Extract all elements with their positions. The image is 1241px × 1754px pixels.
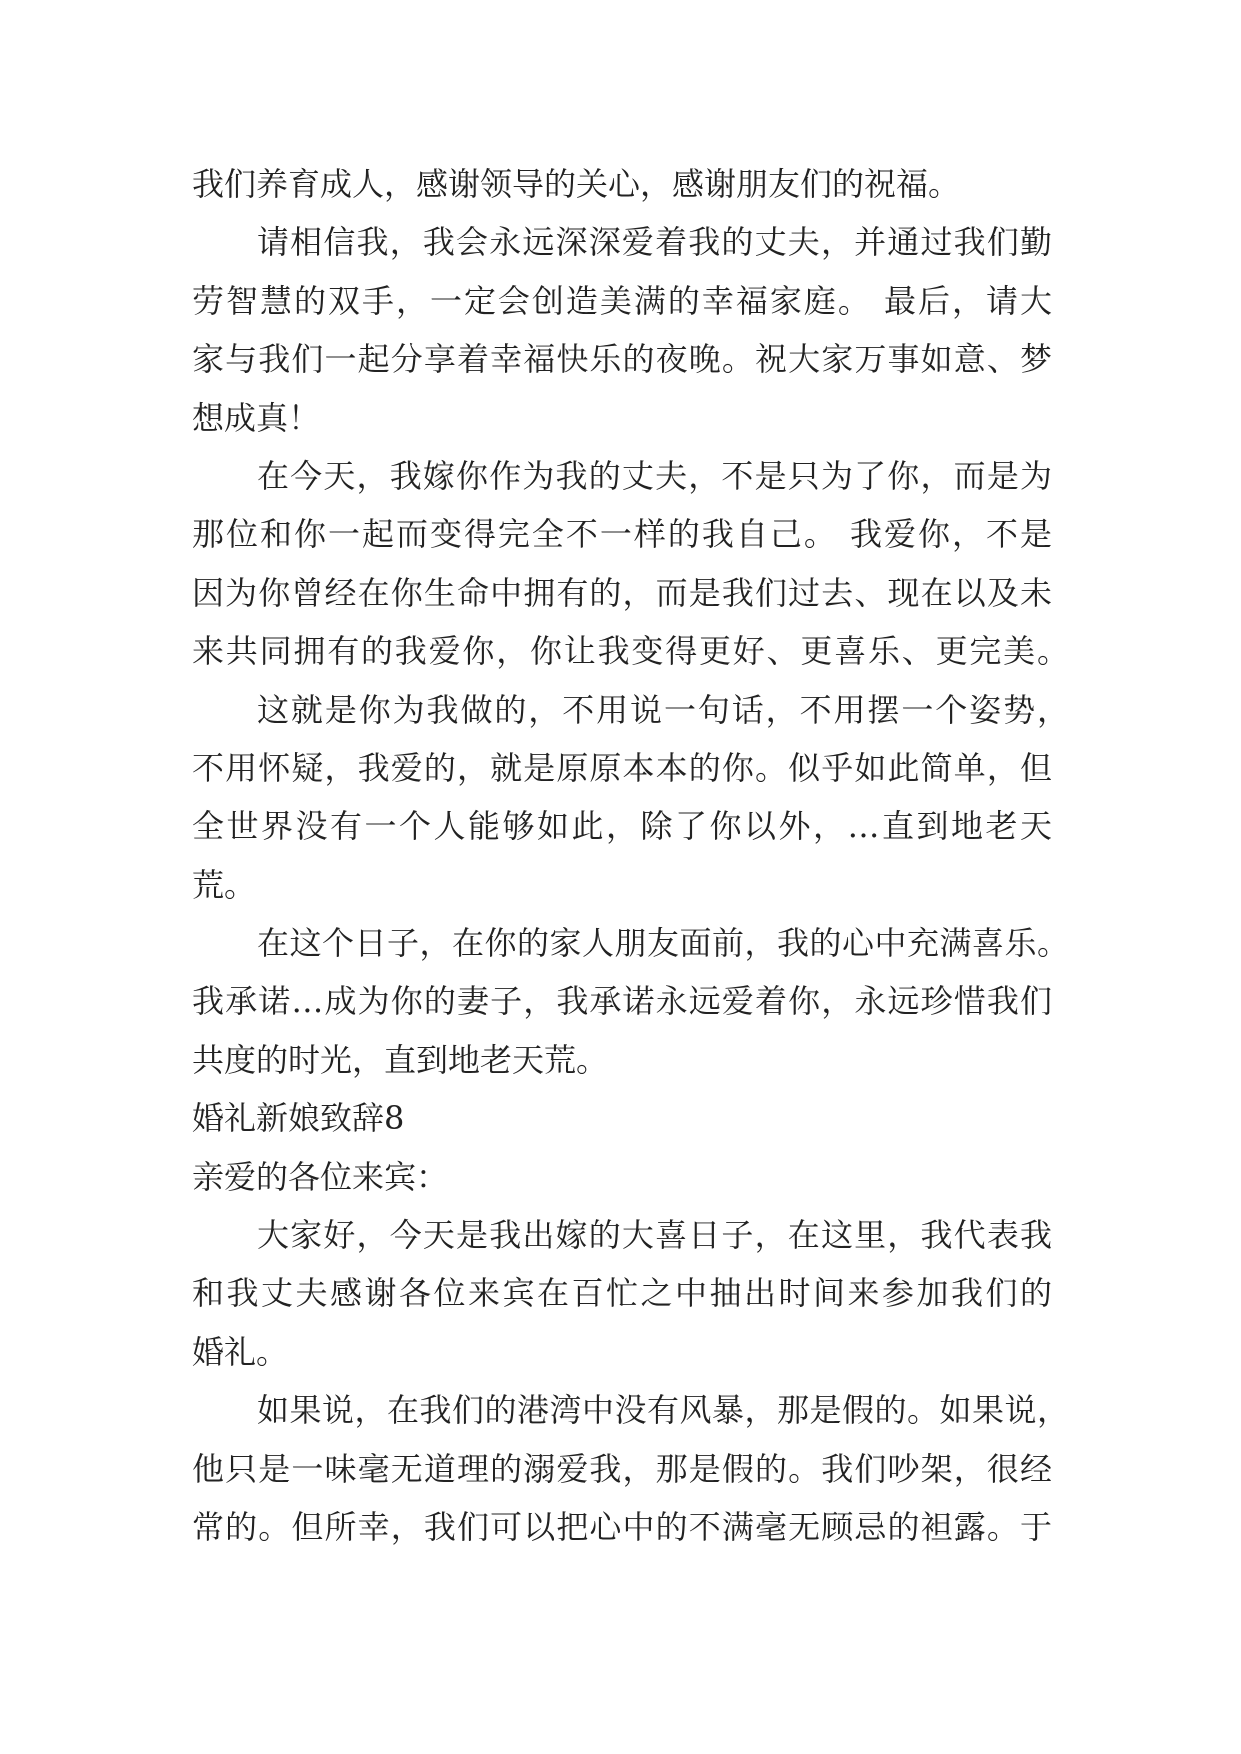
text-line: 共度的时光，直到地老天荒。 bbox=[192, 1040, 609, 1079]
text-line: 这就是你为我做的，不用说一句话，不用摆一个姿势， bbox=[257, 690, 1069, 729]
paragraph bbox=[192, 681, 1072, 915]
text-line: 不用怀疑，我爱的，就是原原本本的你。似乎如此简单，但 bbox=[192, 748, 1052, 787]
text-line: 想成真！ bbox=[192, 398, 321, 437]
paragraph bbox=[192, 914, 1072, 1089]
text-line: 常的。但所幸，我们可以把心中的不满毫无顾忌的袒露。于 bbox=[192, 1507, 1052, 1546]
text-line: 请相信我，我会永远深深爱着我的丈夫，并通过我们勤 bbox=[257, 223, 1052, 262]
text-line: 因为你曾经在你生命中拥有的，而是我们过去、现在以及未 bbox=[192, 573, 1052, 612]
text-line: 劳智慧的双手，一定会创造美满的幸福家庭。 最后，请大 bbox=[192, 281, 1052, 320]
paragraph bbox=[192, 155, 1072, 213]
text-line: 婚礼。 bbox=[192, 1332, 289, 1371]
text-line: 来共同拥有的我爱你，你让我变得更好、更喜乐、更完美。 bbox=[192, 632, 1069, 671]
paragraph bbox=[192, 1381, 1072, 1556]
paragraph bbox=[192, 213, 1072, 447]
text-line: 和我丈夫感谢各位来宾在百忙之中抽出时间来参加我们的 bbox=[192, 1274, 1052, 1313]
text-line: 我承诺…成为你的妻子，我承诺永远爱着你，永远珍惜我们 bbox=[192, 982, 1052, 1021]
text-line: 在这个日子，在你的家人朋友面前，我的心中充满喜乐。 bbox=[257, 924, 1069, 963]
text-line: 我们养育成人，感谢领导的关心，感谢朋友们的祝福。 bbox=[192, 165, 961, 203]
salutation: 亲爱的各位来宾： bbox=[192, 1157, 449, 1196]
document-body bbox=[192, 155, 1072, 1556]
text-line: 全世界没有一个人能够如此，除了你以外，…直到地老天 bbox=[192, 807, 1052, 846]
text-line: 如果说，在我们的港湾中没有风暴，那是假的。如果说， bbox=[257, 1391, 1069, 1430]
paragraph bbox=[192, 447, 1072, 681]
text-line: 大家好，今天是我出嫁的大喜日子，在这里，我代表我 bbox=[257, 1216, 1052, 1255]
section-title: 婚礼新娘致辞8 bbox=[192, 1099, 405, 1138]
paragraph bbox=[192, 1206, 1072, 1381]
text-line: 在今天，我嫁你作为我的丈夫，不是只为了你，而是为 bbox=[257, 456, 1052, 495]
text-line: 荒。 bbox=[192, 865, 257, 904]
text-line: 那位和你一起而变得完全不一样的我自己。 我爱你，不是 bbox=[192, 515, 1052, 554]
text-line: 他只是一味毫无道理的溺爱我，那是假的。我们吵架，很经 bbox=[192, 1449, 1052, 1488]
text-line: 家与我们一起分享着幸福快乐的夜晚。祝大家万事如意、梦 bbox=[192, 340, 1052, 379]
